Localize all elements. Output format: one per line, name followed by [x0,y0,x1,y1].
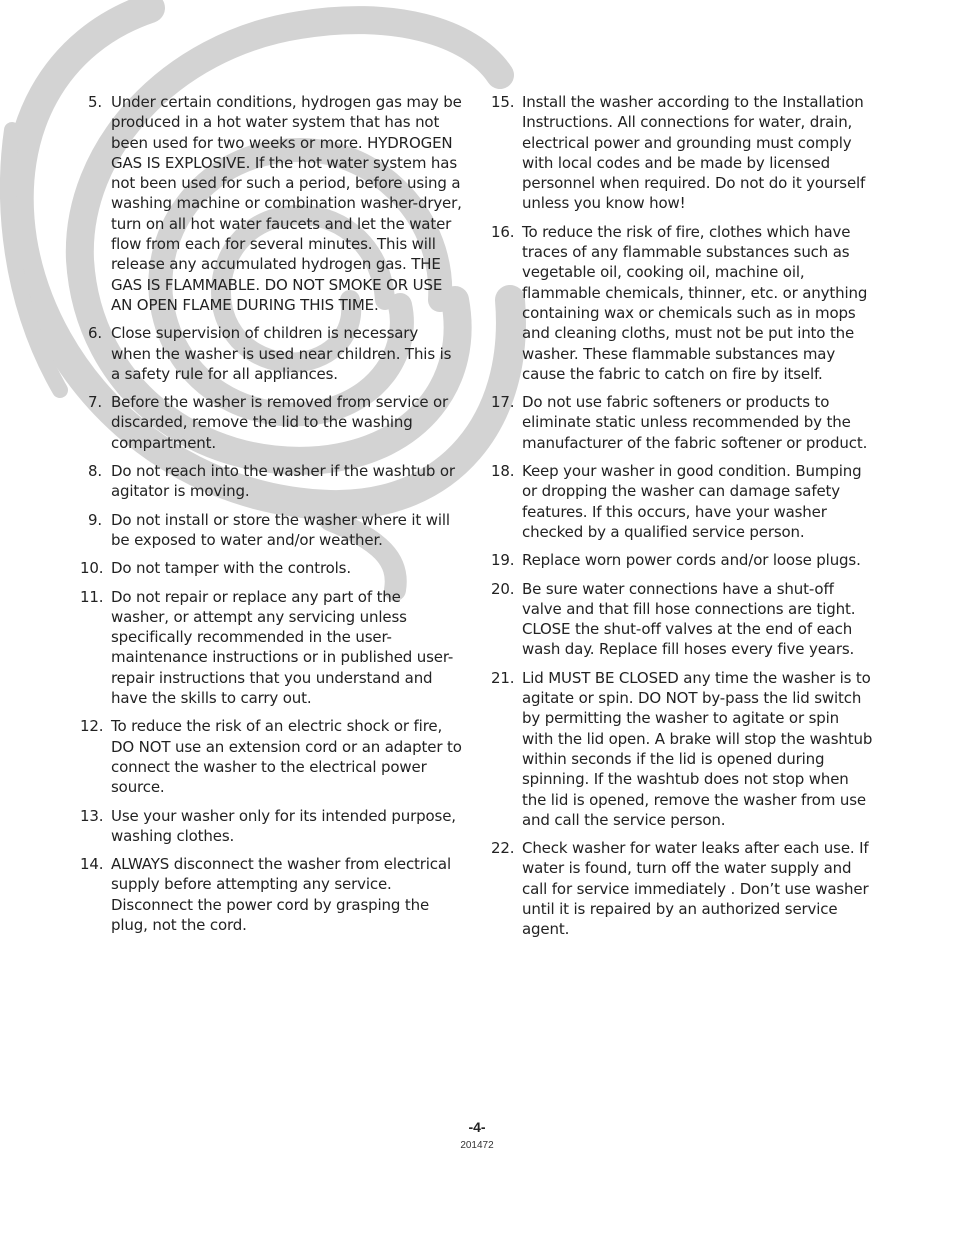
list-item [80,323,462,384]
item-number: 14. [80,855,104,874]
list-item [80,716,462,797]
item-text: Be sure water connections have a shut-off valve and that fill hose connections are tight. CLOSE the shut-off valves at the end of each wash day. Replace fill hoses every five years. [522,579,856,659]
list-item [80,392,462,453]
list-item [80,806,462,847]
item-text: Under certain conditions, hydrogen gas may be produced in a hot water system that has not been used for two weeks or more. HYDROGEN GAS IS EXPLOSIVE. If the hot water system has not been used for such a period, before using a washing machine or combination washer-dryer, turn on all hot water faucets and let the water flow from each for several minutes. This will release any accumulated hydrogen gas. THE GAS IS FLAMMABLE. DO NOT SMOKE OR USE AN OPEN FLAME DURING THIS TIME. [111,93,462,314]
item-number: 16. [491,222,515,241]
item-number: 11. [80,587,104,606]
list-item [80,558,462,578]
item-text: Do not tamper with the controls. [111,559,351,578]
item-number: 7. [87,393,102,412]
list-item [491,222,873,384]
item-number: 9. [87,510,102,529]
list-item [80,92,462,315]
item-text: Install the washer according to the Installation Instructions. All connections for water, drain, electrical power and grounding must comply with local codes and be made by licensed personnel when required. Do not do it yourself unless you know how! [522,93,866,213]
list-item [80,587,462,709]
item-text: Do not repair or replace any part of the washer, or attempt any servicing unless specifically recommended in the user-maintenance instructions or in published user-repair instructions that you understand and have the skills to carry out. [111,587,454,708]
list-item [491,579,873,660]
item-text: Use your washer only for its intended purpose, washing clothes. [111,806,456,845]
item-number: 22. [491,839,515,858]
item-text: Check washer for water leaks after each use. If water is found, turn off the water supply and call for service immediately . Don’t use washer until it is repaired by an authorized service agent. [522,839,869,939]
instructions-right-column [491,92,873,948]
item-number: 8. [87,462,102,481]
list-item [491,668,873,830]
item-number: 15. [491,93,515,111]
list-item [80,461,462,502]
item-number: 21. [491,668,515,687]
item-number: 5. [87,93,102,111]
item-text: Do not install or store the washer where it will be exposed to water and/or weather. [111,510,450,549]
item-number: 19. [491,551,515,570]
list-item [80,854,462,935]
item-text: ALWAYS disconnect the washer from electrical supply before attempting any service. Disconnect the power cord by grasping the plug, not the cord. [111,855,451,934]
item-number: 20. [491,579,515,598]
list-item [80,510,462,551]
item-text: Before the washer is removed from service or discarded, remove the lid to the washing compartment. [111,393,449,452]
item-number: 17. [491,393,515,412]
item-number: 13. [80,806,104,825]
item-number: 6. [87,324,102,343]
list-item [491,92,873,214]
list-item [491,461,873,542]
item-text: Close supervision of children is necessary when the washer is used near children. This is a safety rule for all appliances. [111,324,452,383]
item-text: Do not use fabric softeners or products to eliminate static unless recommended by the manufacturer of the fabric softener or product. [522,393,868,452]
item-number: 10. [80,559,104,578]
document-code: 201472 [460,1140,494,1151]
list-item [491,550,873,570]
item-number: 18. [491,462,515,481]
item-text: Keep your washer in good condition. Bumping or dropping the washer can damage safety features. If this occurs, have your washer checked by a qualified service person. [522,462,862,541]
item-text: To reduce the risk of an electric shock or fire, DO NOT use an extension cord or an adapter to connect the washer to the electrical power source. [111,717,462,797]
item-text: Do not reach into the washer if the washtub or agitator is moving. [111,462,455,501]
page-number: -4- [468,1119,486,1135]
item-text: Lid MUST BE CLOSED any time the washer is to agitate or spin. DO NOT by-pass the lid switch by permitting the washer to agitate or spin with the lid open. A brake will stop the washtub within seconds if the lid is opened during spinning. If the washtub does not stop when the lid is opened, remove the washer from use and call the service person. [522,668,873,829]
item-number: 12. [80,717,104,736]
list-item [491,392,873,453]
instructions-left-column [80,92,462,943]
list-item [491,838,873,939]
item-text: Replace worn power cords and/or loose plugs. [522,551,861,570]
item-text: To reduce the risk of fire, clothes which have traces of any flammable substances such as vegetable oil, cooking oil, machine oil, flammable chemicals, thinner, etc. or anything containing wax or chemicals such as in mops and cleaning cloths, must not be put into the washer. These flammable substances may cause the fabric to catch on fire by itself. [522,222,868,383]
